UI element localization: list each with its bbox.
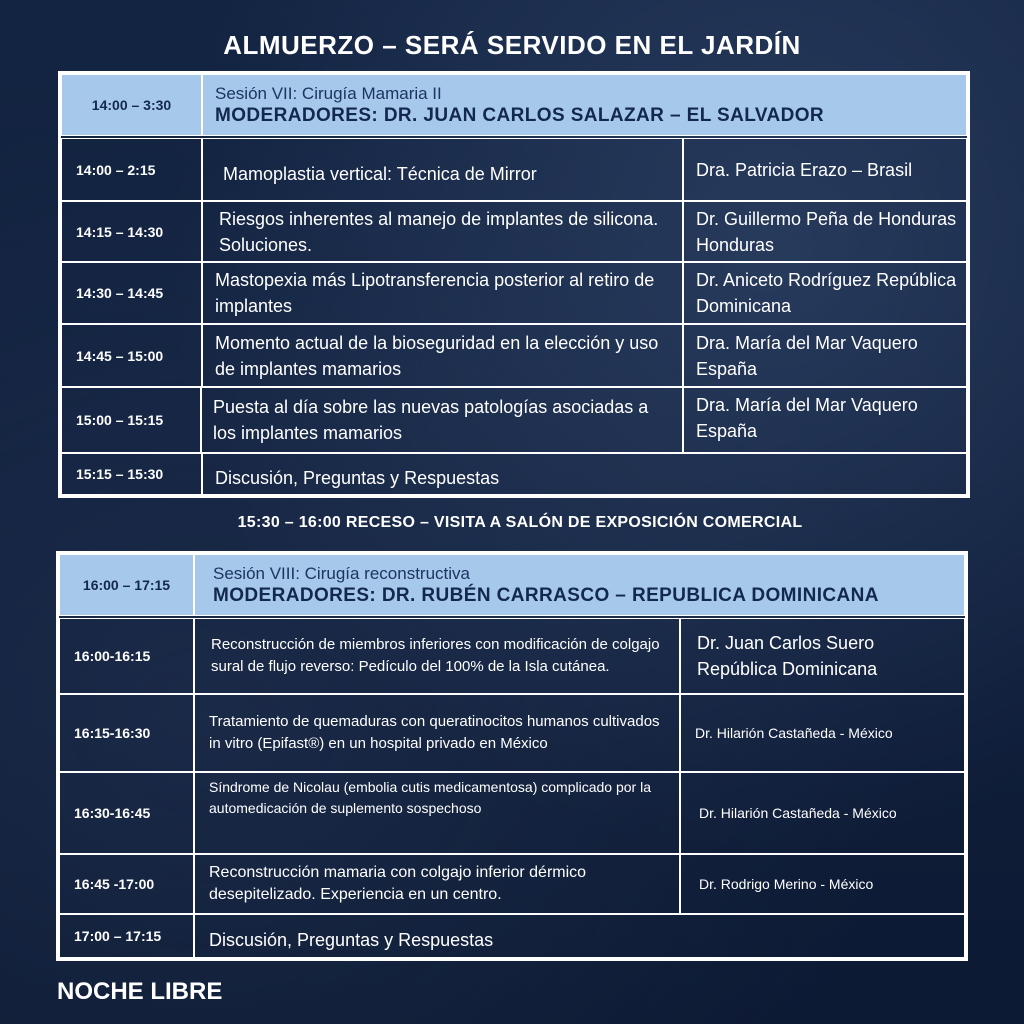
row-time: 14:45 – 15:00 — [61, 324, 202, 387]
session-header — [194, 554, 965, 616]
session-time: 16:00 – 17:15 — [59, 554, 194, 616]
row-speaker: Dr. Guillermo Peña de Honduras Honduras — [683, 201, 967, 262]
row-speaker: Dra. María del Mar Vaquero España — [683, 387, 967, 453]
row-speaker: Dr. Juan Carlos Suero República Dominicana — [680, 618, 965, 694]
session-name: Sesión VII: Cirugía Mamaria II — [215, 83, 442, 103]
row-time: 16:15-16:30 — [59, 694, 194, 772]
row-time: 17:00 – 17:15 — [59, 914, 194, 958]
row-topic: Tratamiento de quemaduras con queratinocitos humanos cultivados in vitro (Epifast®) en un hospital privado en México — [194, 694, 680, 772]
row-time: 16:30-16:45 — [59, 772, 194, 854]
lunch-title: ALMUERZO – SERÁ SERVIDO EN EL JARDÍN — [223, 30, 801, 60]
session-name: Sesión VIII: Cirugía reconstructiva — [213, 563, 471, 583]
row-speaker: Dra. María del Mar Vaquero España — [683, 324, 967, 387]
row-topic: Reconstrucción de miembros inferiores con modificación de colgajo sural de flujo reverso: Pedículo del 100% de la Isla cutánea. — [194, 618, 680, 694]
row-topic: Discusión, Preguntas y Respuestas — [202, 453, 967, 495]
row-time: 16:45 -17:00 — [59, 854, 194, 914]
row-topic: Momento actual de la bioseguridad en la elección y uso de implantes mamarios — [202, 324, 683, 387]
row-time: 15:00 – 15:15 — [61, 387, 202, 453]
night-free-title: NOCHE LIBRE — [57, 978, 223, 1005]
moderators: MODERADORES: DR. RUBÉN CARRASCO – REPUBLICA DOMINICANA — [213, 584, 879, 606]
row-topic: Discusión, Preguntas y Respuestas — [194, 914, 965, 958]
row-speaker: Dr. Aniceto Rodríguez República Dominicana — [683, 262, 967, 324]
row-speaker: Dr. Hilarión Castañeda - México — [680, 694, 965, 772]
row-time: 14:15 – 14:30 — [61, 201, 202, 262]
break-title: 15:30 – 16:00 RECESO – VISITA A SALÓN DE EXPOSICIÓN COMERCIAL — [237, 514, 803, 531]
row-topic: Síndrome de Nicolau (embolia cutis medicamentosa) complicado por la automedicación de suplemento sospechoso — [194, 772, 680, 854]
row-time: 16:00-16:15 — [59, 618, 194, 694]
moderators: MODERADORES: DR. JUAN CARLOS SALAZAR – EL SALVADOR — [215, 104, 825, 126]
row-topic: Reconstrucción mamaria con colgajo inferior dérmico desepitelizado. Experiencia en un centro. — [194, 854, 680, 914]
row-topic: Mastopexia más Lipotransferencia posterior al retiro de implantes — [202, 262, 683, 324]
session-header — [202, 74, 967, 136]
row-topic: Puesta al día sobre las nuevas patologías asociadas a los implantes mamarios — [200, 387, 683, 453]
row-speaker: Dra. Patricia Erazo – Brasil — [683, 138, 967, 201]
row-topic: Mamoplastia vertical: Técnica de Mirror — [202, 138, 683, 201]
row-speaker: Dr. Hilarión Castañeda - México — [680, 772, 965, 854]
row-speaker: Dr. Rodrigo Merino - México — [680, 854, 965, 914]
row-time: 15:15 – 15:30 — [61, 453, 202, 495]
row-time: 14:00 – 2:15 — [61, 138, 202, 201]
row-topic: Riesgos inherentes al manejo de implantes de silicona. Soluciones. — [202, 201, 683, 262]
row-time: 14:30 – 14:45 — [61, 262, 202, 324]
session-time: 14:00 – 3:30 — [61, 74, 202, 136]
